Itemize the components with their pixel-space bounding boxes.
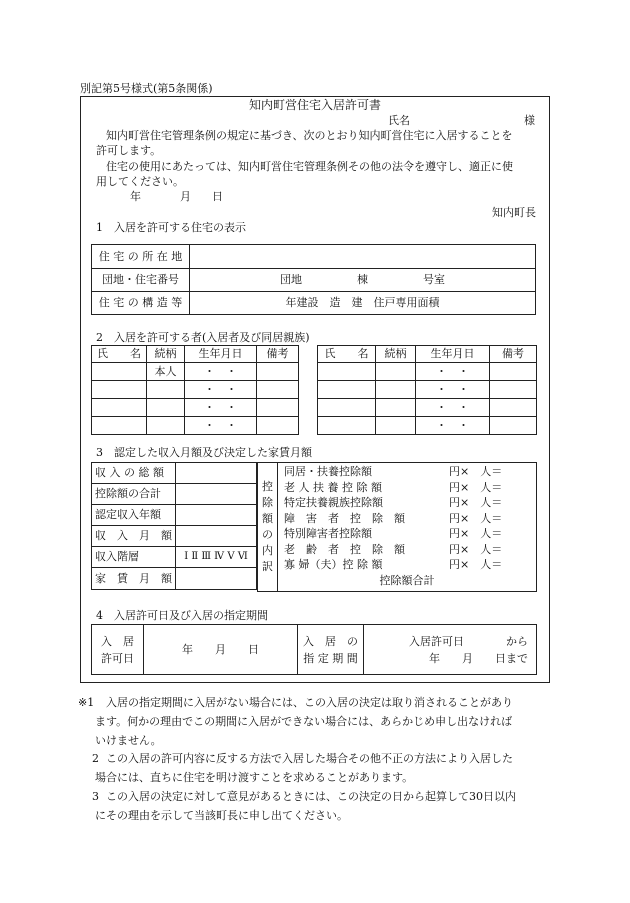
occupant-name	[318, 417, 376, 435]
occupant-name	[92, 417, 147, 435]
note-3-line-1: この入居の決定に対して意見があるときには、この決定の日から起算して30日以内	[106, 790, 516, 803]
permit-date-label: 入 居 許可日	[92, 625, 144, 675]
note-3-line-2: にその理由を示して当該町長に申し出てください。	[95, 809, 348, 822]
note-1-line-1: 入居の指定期間に入居がない場合には、この入居の決定は取り消されることがあり	[106, 696, 513, 709]
rent-value	[176, 568, 257, 590]
permit-period-table	[91, 624, 537, 675]
occupant-relation	[376, 381, 416, 399]
occupant-remarks	[490, 381, 537, 399]
housing-table	[91, 244, 536, 315]
section1-heading: 1 入居を許可する住宅の表示	[96, 221, 246, 234]
col-remarks: 備考	[257, 346, 299, 363]
estate-number-label: 団地・住宅番号	[92, 269, 190, 292]
intro-line-2: 許可します。	[96, 144, 162, 157]
note-2-line-2: 場合には、直ちに住宅を明け渡すことを求めることがあります。	[95, 771, 414, 784]
deduction-breakdown-table	[257, 462, 537, 592]
occupant-name	[92, 363, 147, 381]
income-level-label: 収入階層	[92, 547, 176, 568]
occupant-relation	[147, 417, 185, 435]
deduction-total-value	[176, 484, 257, 505]
intro-line-1: 知内町営住宅管理条例の規定に基づき、次のとおり知内町営住宅に入居することを	[106, 129, 513, 142]
deduction-row: 特定扶養親族控除額 円× 人＝	[284, 496, 503, 509]
breakdown-vertical-label: 控 除 額 の 内 訳	[258, 463, 278, 592]
location-label: 住 宅 の 所 在 地	[92, 245, 190, 269]
date-year: 年	[130, 190, 141, 203]
occupant-remarks	[257, 399, 299, 417]
income-table	[91, 462, 257, 590]
occupant-relation	[376, 417, 416, 435]
intro-line-3: 住宅の使用にあたっては、知内町営住宅管理条例その他の法令を遵守し、適正に使	[106, 160, 513, 173]
occupant-relation	[147, 399, 185, 417]
occupant-name	[92, 399, 147, 417]
deduction-list	[278, 463, 537, 592]
occupant-birthdate: ・ ・	[416, 399, 490, 417]
occupant-birthdate: ・ ・	[416, 381, 490, 399]
structure-value: 年建設 造 建 住戸専用面積	[190, 292, 536, 315]
occupant-name	[318, 399, 376, 417]
period-value: 入居許可日 から 年 月 日まで	[364, 625, 537, 675]
occupant-birthdate: ・ ・	[185, 363, 257, 381]
note-2-line-1: この入居の許可内容に反する方法で入居した場合その他不正の方法により入居した	[106, 752, 513, 765]
date-day: 日	[212, 190, 223, 203]
deduction-total: 控除額合計	[379, 573, 435, 587]
date-month: 月	[180, 190, 191, 203]
note-3-number: 3	[92, 790, 99, 803]
col-birthdate: 生年月日	[185, 346, 257, 363]
occupant-remarks	[490, 399, 537, 417]
note-mark: ※1	[78, 696, 95, 709]
rent-label: 家 賃 月 額	[92, 568, 176, 590]
note-1-line-3: いけません。	[95, 734, 162, 747]
section2-heading: 2 入居を許可する者(入居者及び同居親族)	[96, 331, 310, 344]
occupant-birthdate: ・ ・	[416, 363, 490, 381]
honorific: 様	[524, 114, 535, 127]
section4-heading: 4 入居許可日及び入居の指定期間	[96, 609, 268, 622]
deduction-total-label: 控除額の合計	[92, 484, 176, 505]
occupant-relation	[376, 363, 416, 381]
occupant-remarks	[257, 381, 299, 399]
deduction-row: 老 人 扶 養 控 除 額 円× 人＝	[284, 480, 503, 494]
income-level-options: Ⅰ Ⅱ Ⅲ Ⅳ Ⅴ Ⅵ	[176, 547, 257, 568]
col-birthdate: 生年月日	[416, 346, 490, 363]
name-label: 氏名	[388, 114, 410, 127]
total-income-value	[176, 463, 257, 484]
occupant-relation	[376, 399, 416, 417]
period-label: 入 居 の 指 定 期 間	[298, 625, 364, 675]
annual-income-label: 認定収入年額	[92, 505, 176, 526]
occupant-birthdate: ・ ・	[416, 417, 490, 435]
occupant-name	[92, 381, 147, 399]
occupants-table-left	[91, 345, 299, 435]
deduction-row: 障 害 者 控 除 額 円× 人＝	[284, 511, 503, 525]
deduction-row: 寡 婦（夫）控 除 額 円× 人＝	[284, 558, 503, 571]
estate-number-value: 団地 棟 号室	[190, 269, 536, 292]
col-relation: 続柄	[147, 346, 185, 363]
occupant-birthdate: ・ ・	[185, 381, 257, 399]
occupant-remarks	[257, 417, 299, 435]
occupants-table-right	[317, 345, 537, 435]
occupant-name	[318, 381, 376, 399]
form-id: 別記第5号様式(第5条関係)	[80, 82, 213, 95]
monthly-income-label: 収 入 月 額	[92, 526, 176, 547]
structure-label: 住 宅 の 構 造 等	[92, 292, 190, 315]
occupant-remarks	[490, 417, 537, 435]
note-2-number: 2	[92, 752, 99, 765]
occupant-birthdate: ・ ・	[185, 417, 257, 435]
col-remarks: 備考	[490, 346, 537, 363]
intro-line-4: 用してください。	[96, 175, 184, 188]
total-income-label: 収 入 の 総 額	[92, 463, 176, 484]
location-value	[190, 245, 536, 269]
section3-heading: 3 認定した収入月額及び決定した家賃月額	[96, 446, 312, 459]
note-1-line-2: ます。何かの理由でこの期間に入居ができない場合には、あらかじめ申し出なければ	[95, 715, 513, 728]
occupant-relation: 本人	[147, 363, 185, 381]
permit-date-value: 年 月 日	[144, 625, 298, 675]
occupant-birthdate: ・ ・	[185, 399, 257, 417]
annual-income-value	[176, 505, 257, 526]
monthly-income-value	[176, 526, 257, 547]
col-name: 氏 名	[318, 346, 376, 363]
col-name: 氏 名	[92, 346, 147, 363]
occupant-remarks	[257, 363, 299, 381]
issuer: 知内町長	[492, 206, 536, 219]
occupant-relation	[147, 381, 185, 399]
occupant-name	[318, 363, 376, 381]
deduction-row: 特別障害者控除額 円× 人＝	[284, 527, 503, 540]
col-relation: 続柄	[376, 346, 416, 363]
deduction-row: 老 齢 者 控 除 額 円× 人＝	[284, 542, 503, 556]
occupant-remarks	[490, 363, 537, 381]
deduction-row: 同居・扶養控除額 円× 人＝	[284, 465, 503, 478]
form-title: 知内町営住宅入居許可書	[248, 98, 381, 112]
